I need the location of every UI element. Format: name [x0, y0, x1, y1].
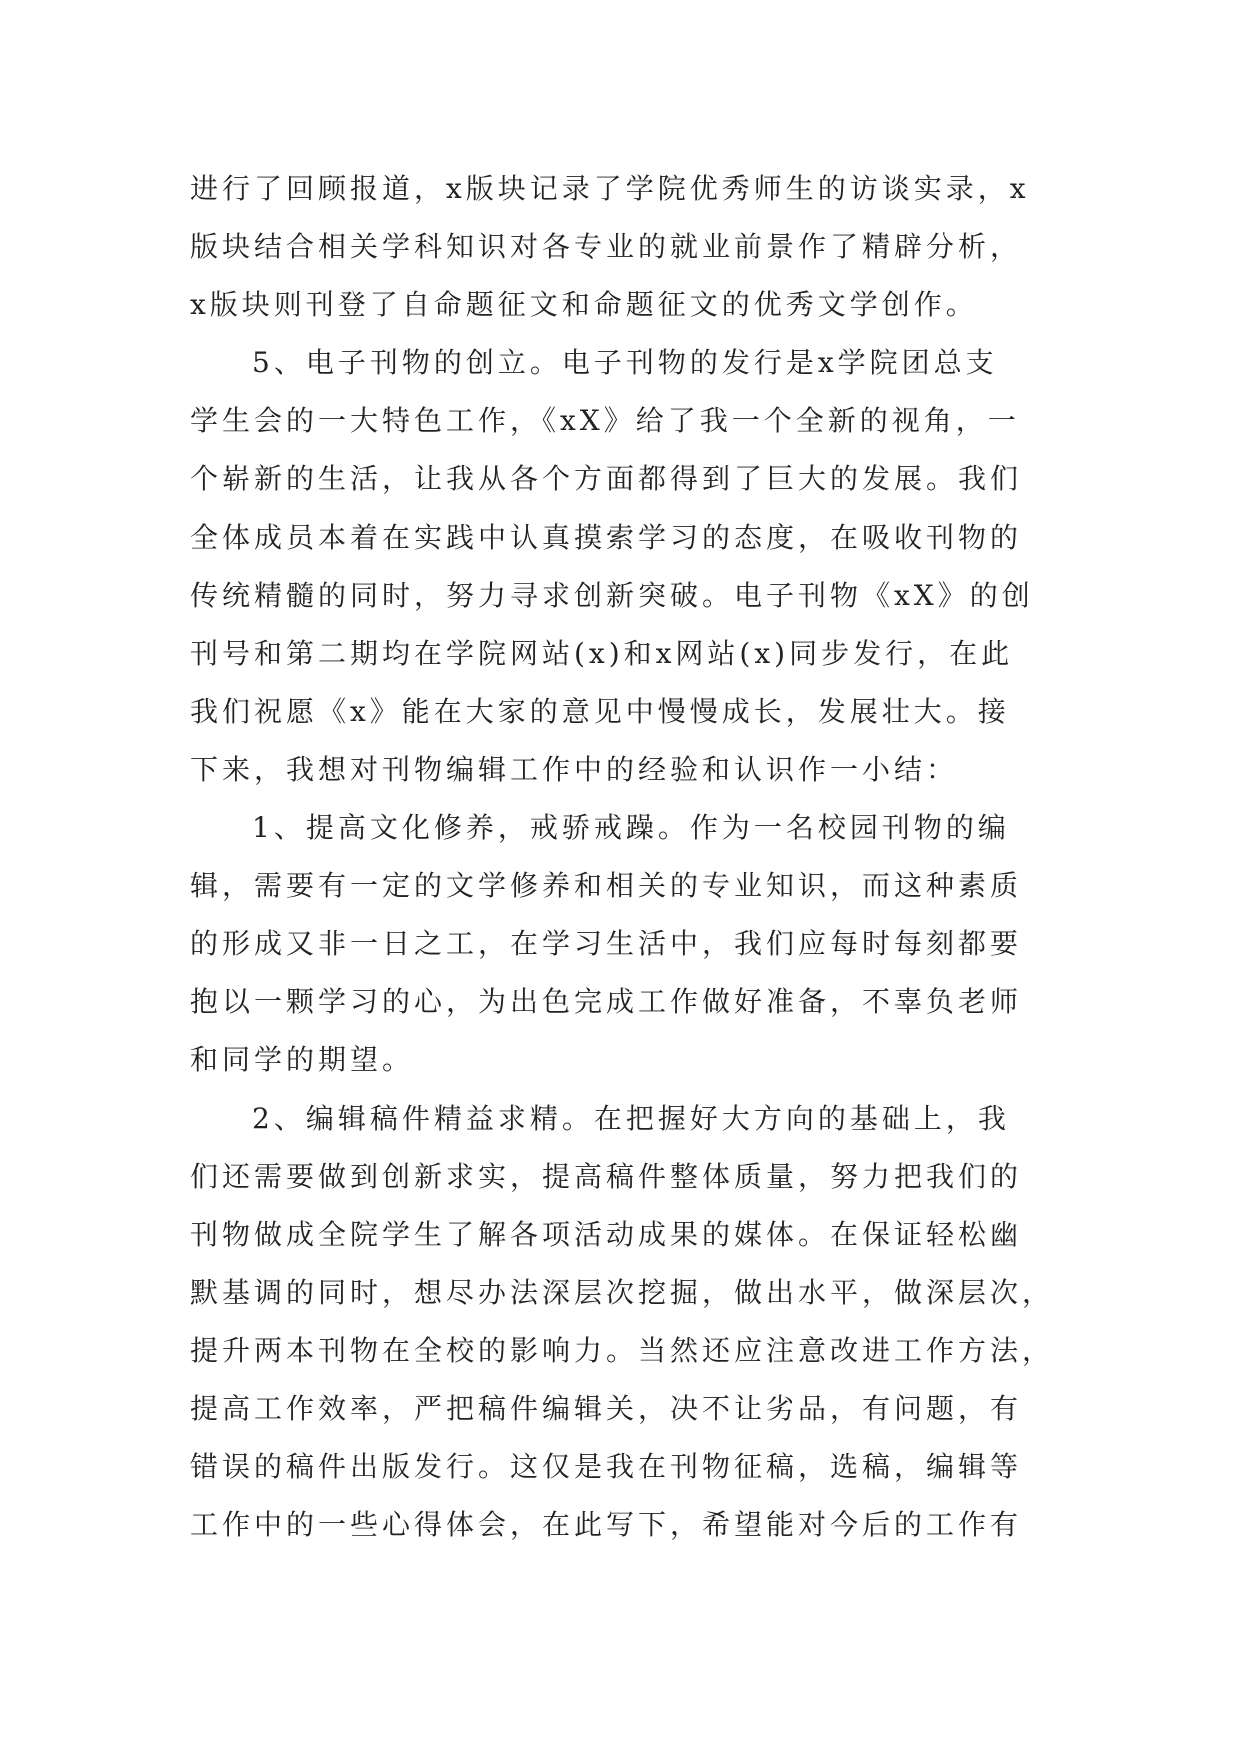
document-body: [190, 160, 1090, 1554]
text-line: 辑，需要有一定的文学修养和相关的专业知识，而这种素质: [190, 869, 1023, 903]
text-line: 学生会的一大特色工作，《xX》给了我一个全新的视角，一: [190, 404, 1020, 438]
text-line: 个崭新的生活，让我从各个方面都得到了巨大的发展。我们: [190, 462, 1023, 496]
text-line: 工作中的一些心得体会，在此写下，希望能对今后的工作有: [190, 1508, 1023, 1542]
paragraph-start-line: 5、电子刊物的创立。电子刊物的发行是x学院团总支: [252, 346, 998, 380]
text-line: 默基调的同时，想尽办法深层次挖掘，做出水平，做深层次，: [190, 1275, 1055, 1309]
text-line: 传统精髓的同时，努力寻求创新突破。电子刊物《xX》的创: [190, 578, 1034, 612]
text-line: 提升两本刊物在全校的影响力。当然还应注意改进工作方法，: [190, 1333, 1055, 1367]
text-line: 全体成员本着在实践中认真摸索学习的态度，在吸收刊物的: [190, 520, 1023, 554]
text-line: 我们祝愿《x》能在大家的意见中慢慢成长，发展壮大。接: [190, 694, 1010, 728]
text-line: 的形成又非一日之工，在学习生活中，我们应每时每刻都要: [190, 927, 1023, 961]
text-line: 进行了回顾报道，x版块记录了学院优秀师生的访谈实录，x: [190, 172, 1030, 205]
text-line: 抱以一颗学习的心，为出色完成工作做好准备，不辜负老师: [190, 985, 1023, 1019]
text-line: 版块结合相关学科知识对各专业的就业前景作了精辟分析，: [190, 230, 1023, 264]
text-line: 刊物做成全院学生了解各项活动成果的媒体。在保证轻松幽: [190, 1217, 1023, 1251]
text-line: 下来，我想对刊物编辑工作中的经验和认识作一小结：: [190, 752, 959, 786]
text-line: x版块则刊登了自命题征文和命题征文的优秀文学创作。: [190, 288, 978, 322]
text-line: 和同学的期望。: [190, 1043, 415, 1077]
paragraph-start-line: 1、提高文化修养，戒骄戒躁。作为一名校园刊物的编: [252, 811, 1010, 845]
text-line: 刊号和第二期均在学院网站(x)和x网站(x)同步发行，在此: [190, 636, 1014, 670]
text-line: 提高工作效率，严把稿件编辑关，决不让劣品，有问题，有: [190, 1391, 1023, 1425]
text-line: 们还需要做到创新求实，提高稿件整体质量，努力把我们的: [190, 1159, 1023, 1193]
text-line: 错误的稿件出版发行。这仅是我在刊物征稿，选稿，编辑等: [190, 1450, 1023, 1484]
paragraph-start-line: 2、编辑稿件精益求精。在把握好大方向的基础上，我: [252, 1101, 1010, 1135]
